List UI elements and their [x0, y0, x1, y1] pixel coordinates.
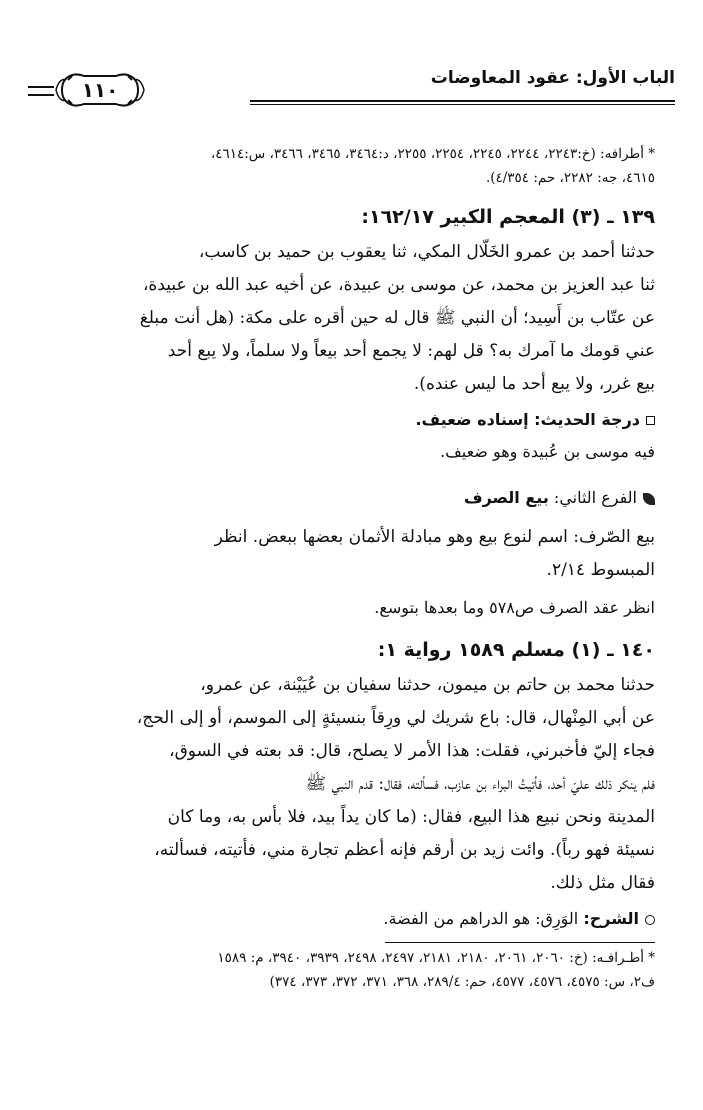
hadith-text-140 — [40, 669, 655, 900]
text-line: فلم ينكر ذلك عليّ أحد، فأتيتُ البراء بن عازب، فسألته، فقال: قدم النبي ﷺ — [305, 774, 655, 794]
see-also: انظر عقد الصرف ص٥٧٨ وما بعدها بتوسع. — [374, 598, 655, 617]
hadith-text-139 — [40, 236, 655, 401]
circle-bullet-icon — [645, 915, 655, 925]
leaf-bullet-icon — [643, 493, 655, 505]
page-number-frame — [54, 66, 146, 114]
text-line: فجاء إليّ فأخبرني، فقلت: هذا الأمر لا يصلح، قال: قد بعته في السوق، — [169, 741, 655, 761]
footnote-bottom-line: * أطـرافـه: (خ: ٢٠٦٠، ٢٠٦١، ٢١٨٠، ٢١٨١، ٢٤٩٧، ٢٤٩٨، ٣٩٣٩، ٣٩٤٠، م: ١٥٨٩ — [217, 950, 655, 966]
text-line: عني قومك ما آمرك به؟ قل لهم: لا يجمع أحد بيعاً ولا سلماً، ولا يبع أحد — [167, 341, 655, 361]
text-line: حدثنا محمد بن حاتم بن ميمون، حدثنا سفيان بن عُيَيْنة، عن عمرو، — [200, 675, 655, 695]
page-header — [28, 66, 675, 118]
header-rule — [250, 100, 675, 102]
text-line: المدينة ونحن نبيع هذا البيع، فقال: (ما كان يداً بيد، فلا بأس به، وما كان — [167, 807, 655, 827]
branch-heading: الفرع الثاني: بيع الصرف — [40, 483, 655, 513]
footnote-top-line: ٤٦١٥، جه: ٢٢٨٢، حم: ٤/٣٥٤). — [485, 170, 655, 186]
page-number: ١١٠ — [81, 78, 119, 102]
chapter-title: الباب الأول: عقود المعاوضات — [430, 68, 675, 88]
page-content — [40, 142, 655, 994]
text-line: عن عتّاب بن أَسِيد؛ أن النبي ﷺ قال له حين أقره على مكة: (هل أنت مبلغ — [139, 308, 655, 328]
hadith-heading-139: ١٣٩ ـ (٣) المعجم الكبير ١٦٢/١٧: — [361, 206, 655, 228]
text-line: فقال مثل ذلك. — [550, 873, 655, 893]
grade-note: فيه موسى بن عُبيدة وهو ضعيف. — [440, 442, 655, 461]
hadith-heading-140: ١٤٠ ـ (١) مسلم ١٥٨٩ رواية ١: — [377, 639, 655, 661]
text-line: عن أبي المِنْهال، قال: باع شريك لي ورِقاً بنسيئةٍ إلى الموسم، أو إلى الحج، — [136, 708, 655, 728]
header-dash-ornament — [28, 86, 54, 96]
text-line: نسيئة فهو رباً). وائت زيد بن أرقم فإنه أعظم تجارة مني، فأتيته، فسألته، — [154, 840, 655, 860]
square-bullet-icon — [646, 416, 655, 425]
footnote-separator — [40, 934, 655, 946]
footnote-bottom-line: ف٢، س: ٤٥٧٥، ٤٥٧٦، ٤٥٧٧، حم: ٢٨٩/٤، ٣٦٨، ٣٧١، ٣٧٢، ٣٧٣، ٣٧٤) — [269, 974, 655, 990]
hadith-grade: درجة الحديث: إسناده ضعيف. — [40, 405, 655, 435]
separator-line — [385, 942, 655, 943]
text-line: المبسوط ٢/١٤. — [546, 560, 655, 580]
branch-definition — [40, 521, 655, 587]
footnote-top-line: * أطرافه: (خ:٢٢٤٣، ٢٢٤٤، ٢٢٤٥، ٢٢٥٤، ٢٢٥٥، د:٣٤٦٤، ٣٤٦٥، ٣٤٦٦، س:٤٦١٤، — [210, 146, 655, 162]
text-line: حدثنا أحمد بن عمرو الخَلّال المكي، ثنا يعقوب بن حميد بن كاسب، — [198, 242, 655, 262]
text-line: بيع الصّرف: اسم لنوع بيع وهو مبادلة الأثمان بعضها ببعض. انظر — [214, 527, 655, 547]
text-line: بيع غرر، ولا يبع أحد ما ليس عنده). — [413, 374, 655, 394]
text-line: ثنا عبد العزيز بن محمد، عن موسى بن عبيدة، عن أخيه عبد الله بن عبيدة، — [142, 275, 655, 295]
sharh-note: الشرح: الوَرِق: هو الدراهم من الفضة. — [40, 904, 655, 934]
header-rule-thin — [250, 104, 675, 105]
